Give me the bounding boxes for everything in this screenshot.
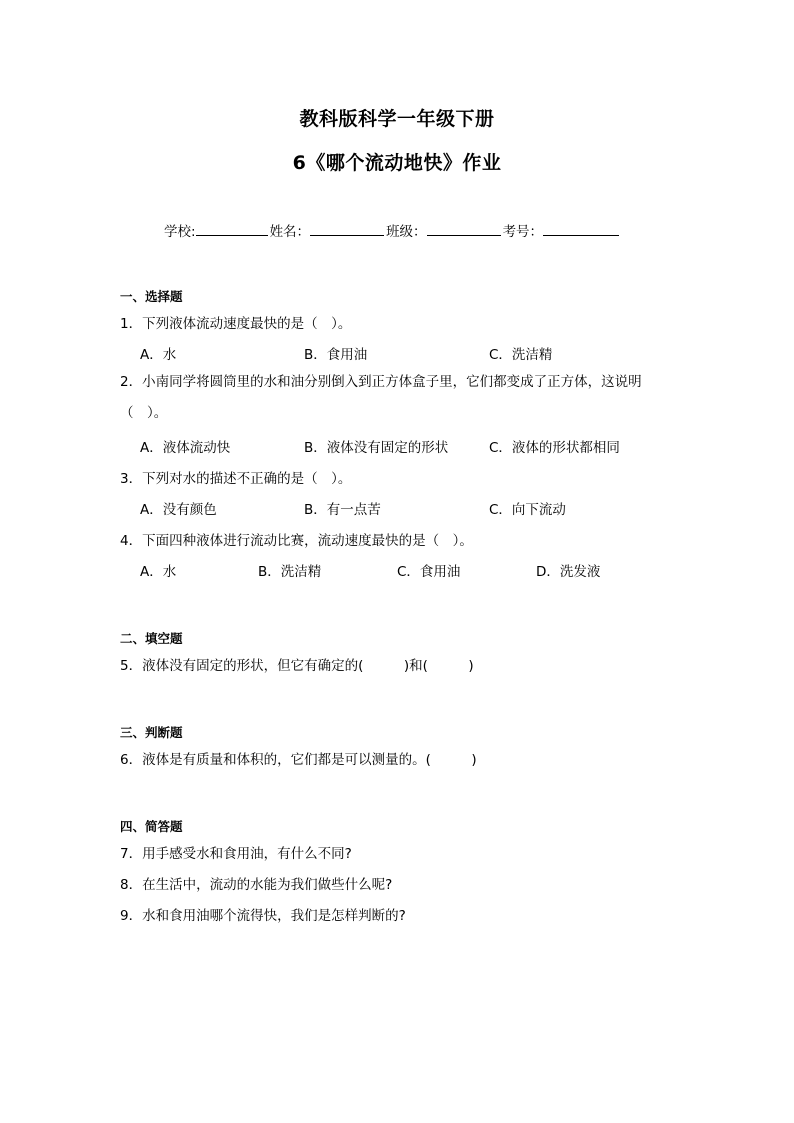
question-9: 9．水和食用油哪个流得快，我们是怎样判断的? [120,908,406,924]
question-5: 5．液体没有固定的形状，但它有确定的( )和( ) [120,658,474,674]
q4-option-a: A．水 [140,564,177,580]
class-blank[interactable] [427,221,501,236]
school-label: 学校: [164,224,196,240]
q3-option-b: B．有一点苦 [304,502,381,518]
class-label: 班级： [386,224,427,240]
school-blank[interactable] [196,221,268,236]
q4-option-d: D．洗发液 [536,564,601,580]
q1-option-a: A．水 [140,347,177,363]
section-heading-choice: 一、选择题 [120,289,183,304]
question-6: 6．液体是有质量和体积的，它们都是可以测量的。( ) [120,752,477,768]
q3-option-a: A．没有颜色 [140,502,217,518]
question-2: 2．小南同学将圆筒里的水和油分别倒入到正方体盒子里，它们都变成了正方体，这说明（ ）。 [120,374,642,421]
name-label: 姓名： [269,224,311,240]
q2-option-b: B．液体没有固定的形状 [304,440,449,456]
question-8: 8．在生活中，流动的水能为我们做些什么呢? [120,877,393,893]
section-heading-judge: 三、判断题 [120,725,183,740]
question-3: 3．下列对水的描述不正确的是（ ）。 [120,471,352,487]
question-4: 4．下面四种液体进行流动比赛，流动速度最快的是（ ）。 [120,533,473,549]
page-title: 教科版科学一年级下册 [299,108,495,130]
q4-option-b: B．洗洁精 [258,564,322,580]
q2-option-a: A．液体流动快 [140,440,231,456]
section-heading-short-answer: 四、简答题 [120,819,183,834]
q1-option-c: C．洗洁精 [489,347,553,363]
q3-option-c: C．向下流动 [489,502,566,518]
section-heading-fill: 二、填空题 [120,631,183,646]
number-blank[interactable] [543,221,619,236]
q1-option-b: B．食用油 [304,347,368,363]
student-info-line [164,220,619,240]
page-subtitle: 6《哪个流动地快》作业 [292,152,502,174]
number-label: 考号： [502,224,544,240]
question-7: 7．用手感受水和食用油，有什么不同? [120,846,352,862]
q2-option-c: C．液体的形状都相同 [489,440,620,456]
name-blank[interactable] [310,221,384,236]
q4-option-c: C．食用油 [397,564,461,580]
question-1: 1．下列液体流动速度最快的是（ ）。 [120,316,352,332]
